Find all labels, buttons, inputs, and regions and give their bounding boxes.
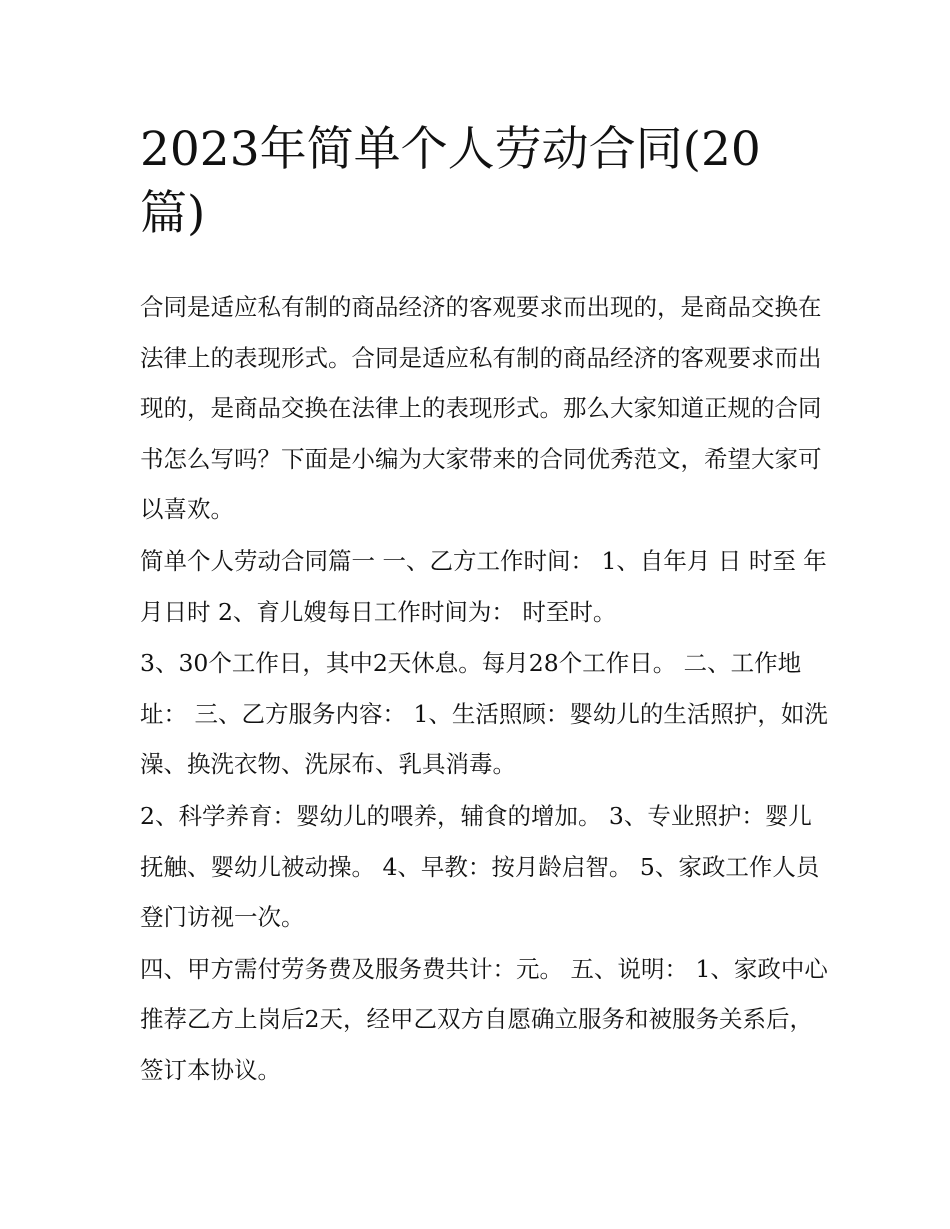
paragraph-work-days: 3、30个工作日，其中2天休息。每月28个工作日。 二、工作地址： 三、乙方服务内容： 1、生活照顾：婴幼儿的生活照护，如洗澡、换洗衣物、洗尿布、乳具消毒。 bbox=[140, 649, 828, 779]
paragraph-work-time: 简单个人劳动合同篇一 一、乙方工作时间： 1、自年月 日 时至 年 月日时 2、育儿嫂每日工作时间为： 时至时。 bbox=[140, 546, 827, 626]
document-body bbox=[140, 282, 830, 1097]
paragraph-care-items: 2、科学养育：婴幼儿的喂养，辅食的增加。 3、专业照护：婴儿抚触、婴幼儿被动操。 4、早教：按月龄启智。 5、家政工作人员登门访视一次。 bbox=[140, 801, 820, 932]
paragraph-fees: 四、甲方需付劳务费及服务费共计：元。 五、说明： 1、家政中心推荐乙方上岗后2天，经甲乙双方自愿确立服务和被服务关系后，签订本协议。 bbox=[140, 954, 828, 1084]
paragraph-intro: 合同是适应私有制的商品经济的客观要求而出现的，是商品交换在法律上的表现形式。合同是适应私有制的商品经济的客观要求而出现的，是商品交换在法律上的表现形式。那么大家知道正规的合同书怎么写吗？下面是小编为大家带来的合同优秀范文，希望大家可以喜欢。 bbox=[140, 293, 822, 524]
document-title: 2023年简单个人劳动合同(20篇) bbox=[140, 122, 761, 241]
